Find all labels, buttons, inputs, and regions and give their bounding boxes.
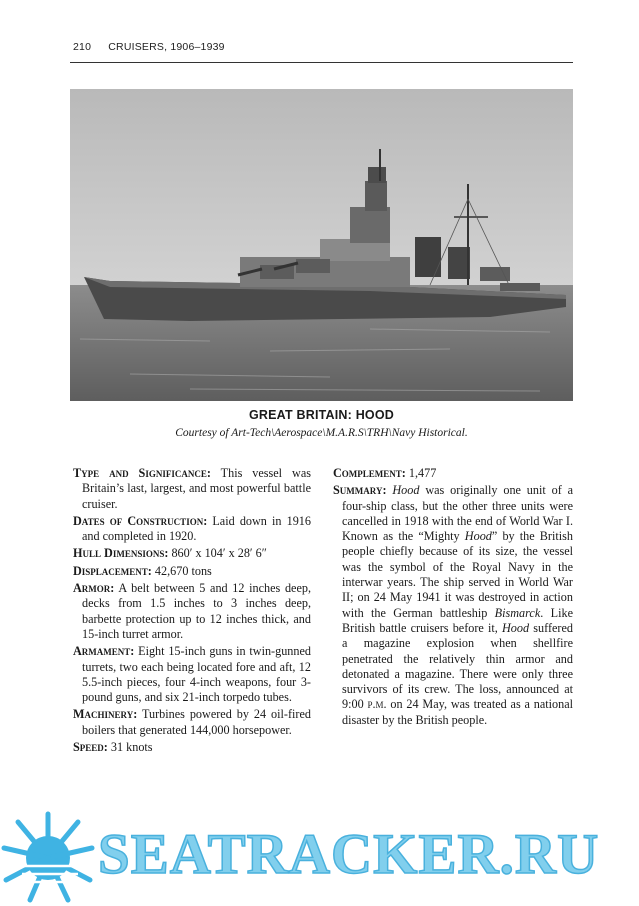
entry-text: 31 knots [107,740,153,755]
right-column [333,466,573,730]
watermark-text: SEATRACKER.RU [98,823,600,886]
summary-run: p.m. [367,697,387,712]
left-column [73,466,311,757]
entry-armament [73,644,311,705]
summary-run: was originally one unit of a four-ship class, but the other three units were cancelled in 1918 with the end of World War I. Known as the “Mighty [342,483,574,544]
entry-speed [73,740,311,755]
summary-run: on 24 May, was treated as a national disaster by the British people. [342,697,573,727]
entry-complement [333,466,573,481]
ship-photo [70,89,573,401]
entry-armor [73,581,311,642]
entry-label: Machinery: [73,707,138,722]
entry-text: Eight 15-inch guns in twin-gunned turrets, two each being located fore and aft, 12 5.5-inch pieces, four 4-inch weapons, four 3-pound guns, and six 21-inch torpedo tubes. [82,644,311,705]
summary-run: Hood [464,529,492,544]
sun-logo-icon [0,806,100,906]
entry-label: Armor: [73,581,115,596]
summary-run: . Like British battle cruisers before it, [342,605,573,635]
entry-label: Speed: [73,740,108,755]
summary-run: Hood [392,483,420,498]
summary-body [342,483,573,726]
entry-displacement [73,564,311,579]
entry-type-significance [73,466,311,512]
entry-summary [333,483,573,728]
entry-label: Dates of Construction: [73,513,208,528]
page-number: 210 [73,41,92,53]
entry-dates-construction [73,514,311,545]
summary-run: Bismarck [494,605,541,620]
entry-machinery [73,707,311,738]
running-title: CRUISERS, 1906–1939 [108,41,225,53]
entry-text: Laid down in 1916 and completed in 1920. [82,513,311,544]
summary-run: ” by the British people chiefly because of its size, the vessel was the symbol of the Royal Navy in the interwar years. The ship served in World War II; on 24 May 1941 it was destroyed in action with the German battleship [342,529,573,620]
entry-label: Hull Dimensions: [73,546,169,561]
entry-text: This vessel was Britain’s last, largest, and most powerful battle cruiser. [82,466,311,511]
summary-run: suffered a magazine explosion when shellfire penetrated the relatively thin armor and detonated a magazine. There were only three survivors of its crew. The loss, announced at 9:00 [342,620,573,712]
header-rule [70,62,573,63]
entry-hull-dimensions [73,546,311,561]
entry-label: Armament: [73,644,135,659]
entry-label: Summary: [333,483,387,498]
entry-text: A belt between 5 and 12 inches deep, decks from 1.5 inches to 3 inches deep, barbette protection up to 12 inches thick, and 15-inch turret armor. [82,581,311,641]
summary-run: Hood [502,620,530,635]
entry-label: Type and Significance: [73,466,211,480]
entry-text: 860′ x 104′ x 28′ 6″ [168,546,267,561]
caption-title: GREAT BRITAIN: HOOD [249,408,394,422]
entry-text: Turbines powered by 24 oil-fired boilers that generated 144,000 horsepower. [82,707,311,737]
entry-text: 1,477 [405,466,437,480]
entry-label: Complement: [333,466,406,480]
entry-label: Displacement: [73,563,152,578]
running-head [73,41,571,53]
caption-credit: Courtesy of Art-Tech\Aerospace\M.A.R.S\TRH\Navy Historical. [175,427,468,439]
entry-text: 42,670 tons [151,563,212,578]
